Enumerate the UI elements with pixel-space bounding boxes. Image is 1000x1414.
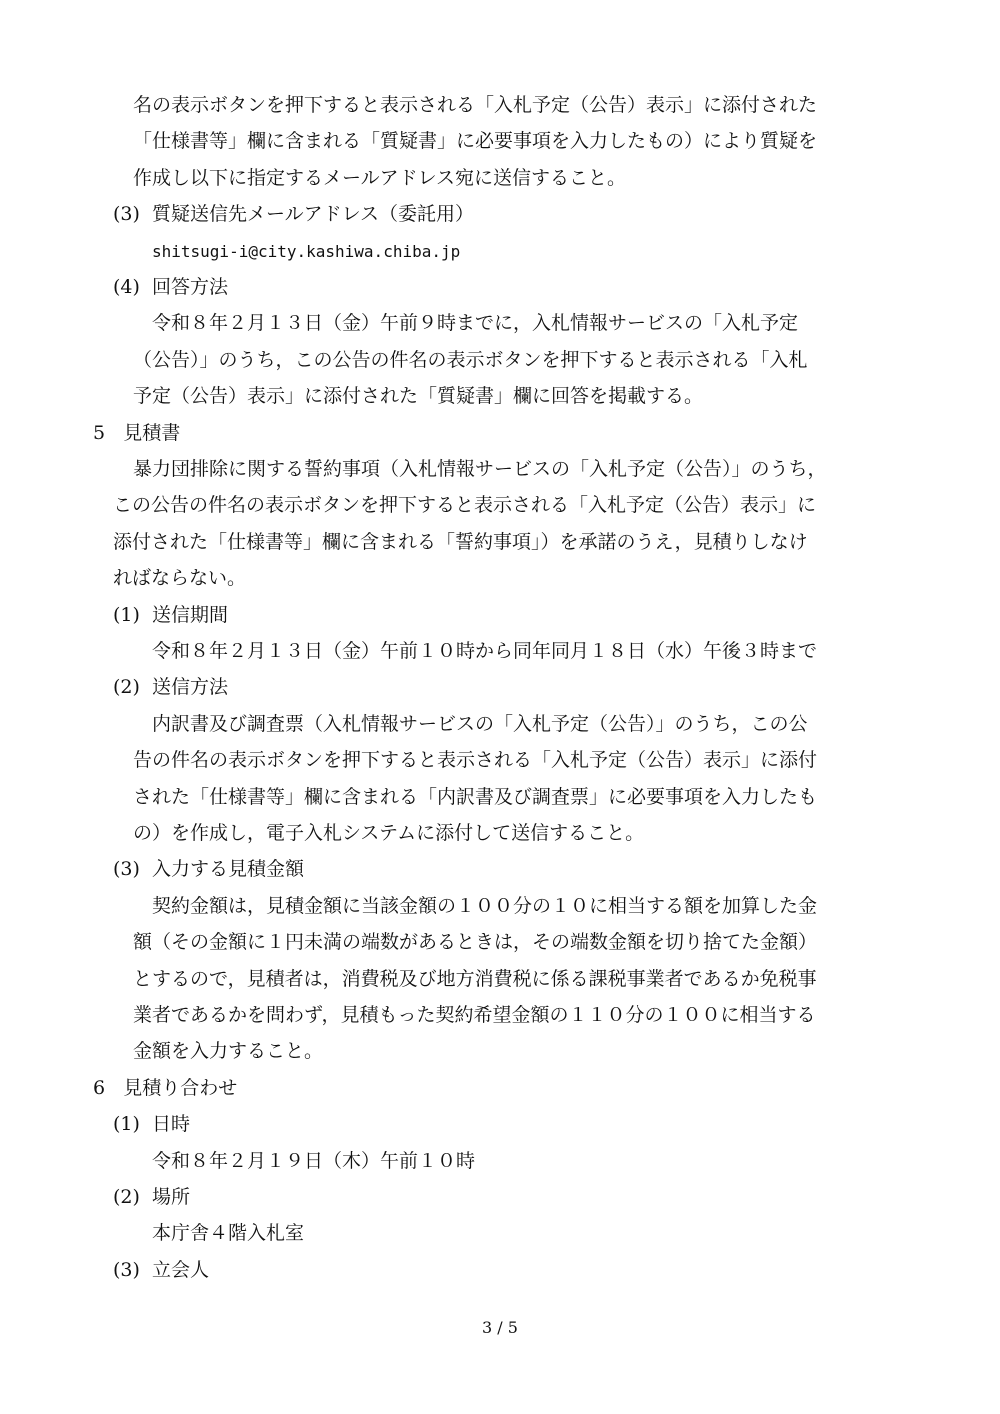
text-line: (3) 入力する見積金額 xyxy=(113,858,304,880)
text-line: 添付された「仕様書等」欄に含まれる「誓約事項」）を承諾のうえ，見積りしなけ xyxy=(113,531,808,553)
text-line: (1) 送信期間 xyxy=(113,604,228,626)
text-line: (1) 日時 xyxy=(113,1113,190,1135)
text-line: 令和８年２月１９日（木）午前１０時 xyxy=(152,1150,476,1172)
text-line: とするので，見積者は，消費税及び地方消費税に係る課税事業者であるか免税事 xyxy=(133,968,817,990)
text-line: shitsugi-i@city.kashiwa.chiba.jp xyxy=(152,242,461,261)
text-line: 業者であるかを問わず，見積もった契約希望金額の１１０分の１００に相当する xyxy=(133,1004,816,1026)
text-line: (2) 送信方法 xyxy=(113,676,228,698)
text-line: （公告）」のうち，この公告の件名の表示ボタンを押下すると表示される「入札 xyxy=(133,349,808,371)
text-line: 額（その金額に１円未満の端数があるときは，その端数金額を切り捨てた金額） xyxy=(133,931,818,953)
text-line: 予定（公告）表示」に添付された「質疑書」欄に回答を掲載する。 xyxy=(133,385,704,407)
text-line: (3) 質疑送信先メールアドレス（委託用） xyxy=(113,203,475,225)
page-number: 3 / 5 xyxy=(482,1318,518,1337)
text-line: 「仕様書等」欄に含まれる「質疑書」に必要事項を入力したもの）により質疑を xyxy=(133,130,818,152)
text-line: された「仕様書等」欄に含まれる「内訳書及び調査票」に必要事項を入力したも xyxy=(133,786,818,808)
text-line: (2) 場所 xyxy=(113,1186,190,1208)
text-line: 令和８年２月１３日（金）午前９時までに，入札情報サービスの「入札予定 xyxy=(152,312,799,334)
text-line: 告の件名の表示ボタンを押下すると表示される「入札予定（公告）表示」に添付 xyxy=(133,749,818,771)
text-line: (4) 回答方法 xyxy=(113,276,228,298)
text-line: 名の表示ボタンを押下すると表示される「入札予定（公告）表示」に添付された xyxy=(133,94,818,116)
text-line: 本庁舎４階入札室 xyxy=(152,1222,305,1244)
text-line: 6 見積り合わせ xyxy=(93,1077,238,1099)
text-line: 契約金額は，見積金額に当該金額の１００分の１０に相当する額を加算した金 xyxy=(152,895,818,917)
text-line: この公告の件名の表示ボタンを押下すると表示される「入札予定（公告）表示」に xyxy=(113,494,817,516)
text-line: 内訳書及び調査票（入札情報サービスの「入札予定（公告）」のうち，この公 xyxy=(152,713,808,735)
text-line: の）を作成し，電子入札システムに添付して送信すること。 xyxy=(133,822,645,844)
text-line: ればならない。 xyxy=(113,567,247,589)
text-line: 令和８年２月１３日（金）午前１０時から同年同月１８日（水）午後３時まで xyxy=(152,640,818,662)
text-line: 5 見積書 xyxy=(93,422,181,444)
text-line: 暴力団排除に関する誓約事項（入札情報サービスの「入札予定（公告）」のうち， xyxy=(133,458,827,480)
text-line: 金額を入力すること。 xyxy=(133,1040,324,1062)
text-line: (3) 立会人 xyxy=(113,1259,209,1281)
text-line: 作成し以下に指定するメールアドレス宛に送信すること。 xyxy=(133,167,627,189)
